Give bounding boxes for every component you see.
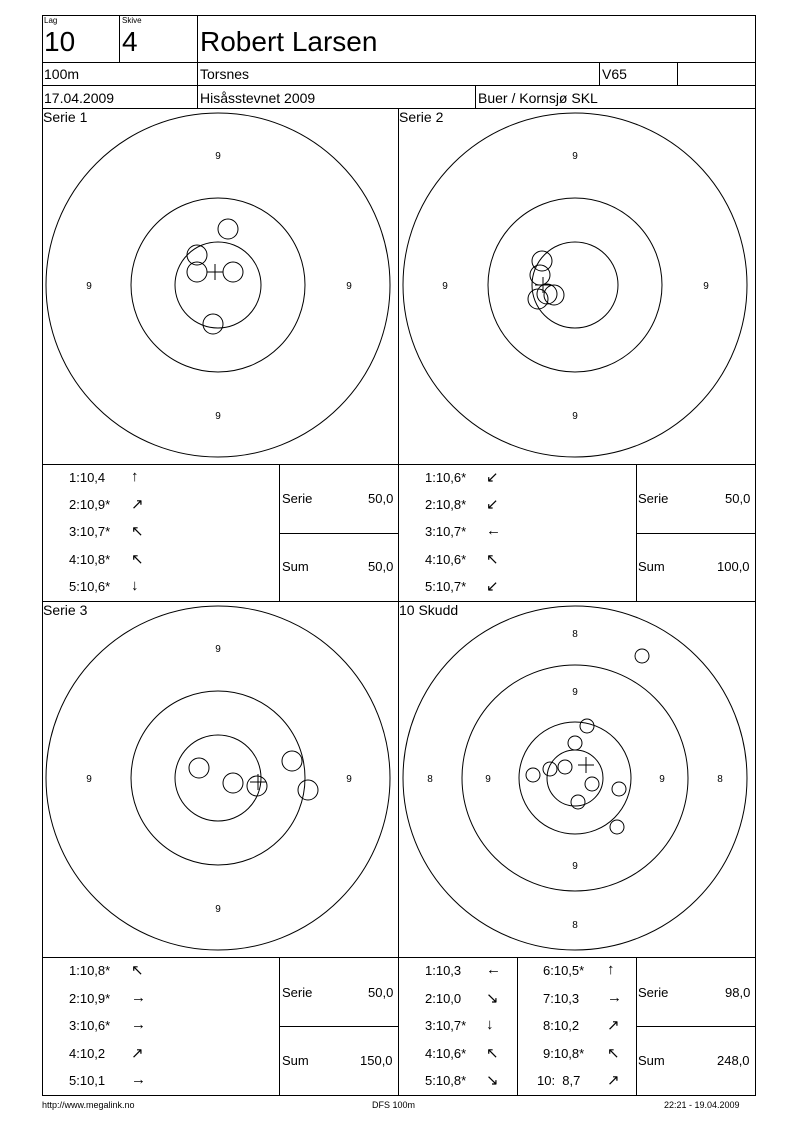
arrow-icon: ↗ (131, 496, 144, 513)
shot-hole (532, 251, 552, 271)
shot-1-3: 3:10,7* (69, 524, 111, 539)
arrow-icon: ← (486, 961, 501, 978)
ring-label: 9 (659, 774, 665, 785)
shot-1-1: 1:10,4 (69, 470, 106, 485)
ring-label: 9 (346, 281, 352, 292)
shot-4-10: 10: 8,7 (537, 1073, 581, 1088)
sum-label: Sum (282, 559, 309, 574)
sum-label: Sum (282, 1053, 309, 1068)
ring-label: 9 (703, 281, 709, 292)
target-10-skudd (399, 602, 755, 957)
ring-label: 9 (572, 687, 578, 698)
shot-hole (223, 262, 243, 282)
sum-value: 150,0 (360, 1053, 393, 1068)
sum-label: Sum (638, 1053, 665, 1068)
shot-4-7: 7:10,3 (543, 991, 580, 1006)
header-col-divider-c (599, 62, 600, 86)
arrow-icon: ↗ (131, 1045, 144, 1062)
ring-label: 8 (427, 774, 433, 785)
target-title-serie-1: Serie 1 (43, 109, 88, 125)
shot-hole (526, 768, 540, 782)
header-col-divider-b (197, 15, 198, 109)
shot-1-5: 5:10,6* (69, 579, 111, 594)
sum-value: 50,0 (368, 559, 394, 574)
skive-value: 4 (122, 26, 138, 57)
ring-label: 9 (346, 774, 352, 785)
shot-hole (218, 219, 238, 239)
shot-3-4: 4:10,2 (69, 1046, 106, 1061)
ring-label: 9 (86, 774, 92, 785)
shot-4-3: 3:10,7* (425, 1018, 467, 1033)
shot-hole (298, 780, 318, 800)
grid-divider-1 (42, 464, 756, 465)
ring-label: 8 (572, 920, 578, 931)
header-col-divider-d (677, 62, 678, 86)
shot-hole (580, 719, 594, 733)
shot-4-8: 8:10,2 (543, 1018, 580, 1033)
footer-url[interactable]: http://www.megalink.no (42, 1100, 135, 1110)
serie-value: 98,0 (725, 985, 751, 1000)
serie-value: 50,0 (368, 985, 394, 1000)
lag-value: 10 (44, 26, 76, 57)
ring-label: 9 (215, 151, 221, 162)
venue: Torsnes (200, 66, 250, 82)
ring-label: 9 (442, 281, 448, 292)
serie-label: Serie (282, 491, 313, 506)
ring-label: 9 (215, 904, 221, 915)
arrow-icon: ↓ (486, 1016, 494, 1033)
shot-4-9: 9:10,8* (543, 1046, 585, 1061)
serie-label: Serie (638, 491, 669, 506)
header-col-divider-e (475, 85, 476, 109)
shot-2-5: 5:10,7* (425, 579, 467, 594)
shot-hole (558, 760, 572, 774)
arrow-icon: ↙ (486, 578, 499, 595)
arrow-icon: ↙ (486, 469, 499, 486)
distance: 100m (44, 66, 80, 82)
club-name: Buer / Kornsjø SKL (478, 90, 598, 106)
shot-1-4: 4:10,8* (69, 552, 111, 567)
shot-4-1: 1:10,3 (425, 963, 462, 978)
target-serie-3 (43, 602, 398, 957)
class: V65 (602, 66, 627, 82)
shot-hole (189, 758, 209, 778)
shot-hole (203, 314, 223, 334)
sum-value: 248,0 (717, 1053, 750, 1068)
ring-label: 9 (215, 644, 221, 655)
shot-hole (612, 782, 626, 796)
score-divider-h (279, 1026, 398, 1027)
arrow-icon: ↖ (131, 962, 144, 979)
score-divider-h (636, 1026, 756, 1027)
arrow-icon: ↘ (486, 1072, 499, 1089)
arrow-icon: ↖ (131, 551, 144, 568)
shot-4-6: 6:10,5* (543, 963, 585, 978)
arrow-icon: ↗ (607, 1017, 620, 1034)
skive-label: Skive (122, 16, 142, 25)
arrow-icon: → (607, 989, 622, 1006)
shot-hole (610, 820, 624, 834)
event-name: Hisåsstevnet 2009 (200, 90, 316, 106)
ring-label: 8 (717, 774, 723, 785)
shot-hole (571, 795, 585, 809)
grid-divider-3 (42, 957, 756, 958)
target-title-serie-2: Serie 2 (399, 109, 444, 125)
ring-label: 9 (572, 411, 578, 422)
arrow-icon: ↖ (607, 1045, 620, 1062)
header-row-divider-1 (42, 62, 756, 63)
arrow-icon: ↗ (607, 1072, 620, 1089)
sum-value: 100,0 (717, 559, 750, 574)
shot-hole (247, 776, 267, 796)
serie-value: 50,0 (725, 491, 751, 506)
ring-label: 9 (572, 861, 578, 872)
footer-program: DFS 100m (372, 1100, 416, 1110)
arrow-icon: ↖ (486, 1045, 499, 1062)
shot-2-3: 3:10,7* (425, 524, 467, 539)
shot-3-1: 1:10,8* (69, 963, 111, 978)
arrow-icon: ↖ (486, 551, 499, 568)
footer-timestamp: 22:21 - 19.04.2009 (664, 1100, 740, 1110)
target-title-10-skudd: 10 Skudd (399, 602, 459, 618)
ring-label: 8 (572, 629, 578, 640)
shot-hole (223, 773, 243, 793)
shooter-name: Robert Larsen (200, 26, 378, 57)
date: 17.04.2009 (44, 90, 115, 106)
shot-4-5: 5:10,8* (425, 1073, 467, 1088)
arrow-icon: ↑ (607, 961, 615, 978)
target-title-serie-3: Serie 3 (43, 602, 88, 618)
ring-label: 9 (215, 411, 221, 422)
shot-hole (585, 777, 599, 791)
arrow-icon: ↑ (131, 468, 139, 485)
sum-label: Sum (638, 559, 665, 574)
header-row-divider-2 (42, 85, 756, 86)
shot-hole (635, 649, 649, 663)
target-serie-2 (399, 109, 755, 464)
shot-2-1: 1:10,6* (425, 470, 467, 485)
shot-2-4: 4:10,6* (425, 552, 467, 567)
ring-label: 9 (572, 151, 578, 162)
shot-4-4: 4:10,6* (425, 1046, 467, 1061)
arrow-icon: → (131, 989, 146, 1006)
shot-3-2: 2:10,9* (69, 991, 111, 1006)
shot-2-2: 2:10,8* (425, 497, 467, 512)
arrow-icon: ↙ (486, 496, 499, 513)
serie-value: 50,0 (368, 491, 394, 506)
lag-label: Lag (44, 16, 58, 25)
arrow-icon: ↖ (131, 523, 144, 540)
arrow-icon: → (131, 1071, 146, 1088)
serie-label: Serie (282, 985, 313, 1000)
header-col-divider-a (119, 15, 120, 63)
arrow-icon: ← (486, 522, 501, 539)
shot-3-3: 3:10,6* (69, 1018, 111, 1033)
shot-hole (543, 762, 557, 776)
score-divider-v (517, 957, 518, 1096)
arrow-icon: ↘ (486, 990, 499, 1007)
shot-hole (282, 751, 302, 771)
arrow-icon: → (131, 1016, 146, 1033)
target-serie-1 (43, 109, 398, 464)
ring-label: 9 (86, 281, 92, 292)
shot-3-5: 5:10,1 (69, 1073, 106, 1088)
ring-label: 9 (485, 774, 491, 785)
shot-4-2: 2:10,0 (425, 991, 462, 1006)
score-divider-h (636, 533, 756, 534)
score-divider-h (279, 533, 398, 534)
shot-1-2: 2:10,9* (69, 497, 111, 512)
arrow-icon: ↓ (131, 577, 139, 594)
serie-label: Serie (638, 985, 669, 1000)
shot-hole (568, 736, 582, 750)
